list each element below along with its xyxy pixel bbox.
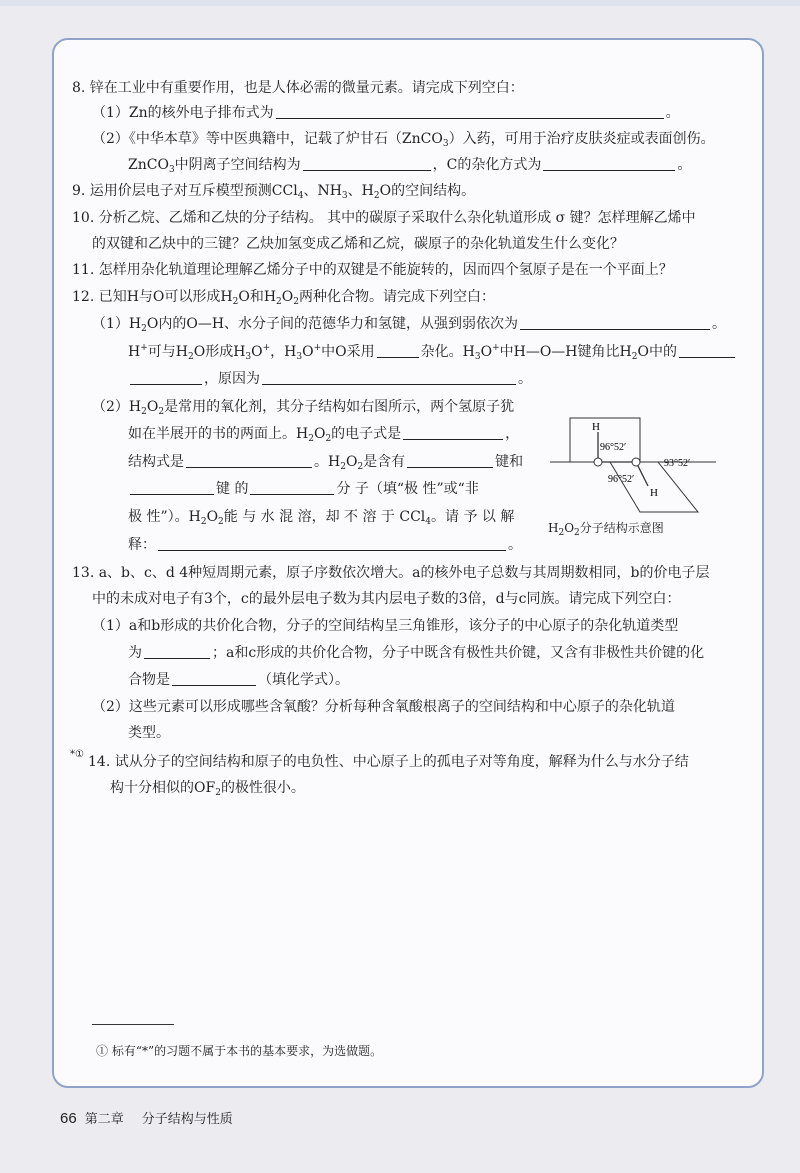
q10-line1: 10. 分析乙烷、乙烯和乙炔的分子结构。 其中的碳原子采取什么杂化轨道形成 σ 键？怎样理解乙烯中 [72,210,696,226]
q12-blank9[interactable] [130,480,214,495]
footnote: ① 标有“*”的习题不属于本书的基本要求，为选做题。 [96,1044,383,1058]
q13-line1: 13. a、b、c、d 4种短周期元素，原子序数依次增大。a的核外电子总数与其周期数相同，b的价电子层 [72,565,710,581]
angle-label-1: 96°52′ [600,442,627,453]
h-top-label: H [592,421,600,433]
q13-part1: （1）a和b形成的共价化合物，分子的空间结构呈三角锥形，该分子的中心原子的杂化轨道类型 [92,618,679,634]
q12-blank3[interactable] [679,343,735,358]
book-plane-right [550,462,716,512]
q13-part2-line2: 类型。 [128,725,170,741]
q12-part2-line3: 结构式是 。$H_2O_2$是含有 键和 [128,454,524,472]
chapter-title: 分子结构与性质 [141,1111,233,1126]
q8-blank2[interactable] [303,156,431,171]
top-strip [0,0,800,6]
h2o2-diagram [548,410,718,520]
q14-line2: 构十分相似的$OF_2$的极性很小。 [110,780,305,798]
angle-label-3: 96°52′ [608,474,635,485]
q13-part1-line2: 为 ；a和c形成的共价化合物，分子中既含有极性共价键，又含有非极性共价键的化 [128,645,705,661]
q12-blank6[interactable] [403,425,503,440]
q12-blank7[interactable] [186,453,312,468]
q13-blank2[interactable] [172,671,256,686]
q12-part2-line4: 键 的 分 子（填“极 性”或“非 [128,479,479,499]
q12-part2: $(2)H_2O_2$是常用的氧化剂，其分子结构如右图所示，两个氢原子犹 [92,399,515,417]
q12-blank5[interactable] [262,370,516,385]
q12-stem: 12. 已知H与O可以形成$H_2O$和$H_2O_2$两种化合物。请完成下列空白： [72,289,495,307]
h-bottom-label: H [650,487,658,499]
q12-part1-line3: ，原因为 。 [128,369,532,389]
q14-line1: 14. 试从分子的空间结构和原子的电负性、中心原子上的孤电子对等角度，解释为什么与水分子结 [88,754,689,770]
q12-blank10[interactable] [250,480,334,495]
q12-blank1[interactable] [520,315,710,330]
q12-part1: $(1)H_2O$内的O—H、水分子间的范德华力和氢键，从强到弱依次为 。 [92,316,727,334]
q12-part2-line2: 如在半展开的书的两面上。$H_2O_2$的电子式是 ， [128,426,520,444]
q8-part2: （2）《中华本草》等中医典籍中，记载了炉甘石（ZnCO$_3$）入药，可用于治疗皮肤炎症或表面创伤。 [92,131,715,149]
q12-blank11[interactable] [158,536,506,551]
q13-part1-line3: 合物是 （填化学式）。 [128,672,349,688]
book-plane-left [570,418,640,462]
q10-line2: 的双键和乙炔中的三键？乙炔加氢变成乙烯和乙烷，碳原子的杂化轨道发生什么变化？ [92,236,624,252]
q14-optional-mark: *① [70,749,84,760]
q12-blank4[interactable] [130,370,202,385]
footnote-rule [92,1024,174,1025]
oxygen-atom-2 [632,458,640,466]
figure-caption: $H_2O_2$分子结构示意图 [548,521,664,538]
q13-part2: （2）这些元素可以形成哪些含氧酸？分析每种含氧酸根离子的空间结构和中心原子的杂化轨道 [92,699,675,715]
q13-blank1[interactable] [144,644,210,659]
oxygen-atom-1 [594,458,602,466]
q8-blank1[interactable] [276,104,664,119]
page-number: 66 [60,1110,77,1127]
q8-part1: （1）Zn的核外电子排布式为 。 [92,105,680,121]
q13-line2: 中的未成对电子有3个，c的最外层电子数为其内层电子数的3倍，d与c同族。请完成下列空白： [92,591,681,607]
q8-part2-line2: ZnCO$_3$中阴离子空间结构为 ，C的杂化方式为 。 [128,157,692,175]
h2o2-structure-figure [548,410,718,530]
q8-stem: 8. 锌在工业中有重要作用，也是人体必需的微量元素。请完成下列空白： [72,80,524,96]
q12-part1-line2: H+可与$H_2O$形成$H_3O^+$，$H_3O^+$中O采用 杂化。$H_3O^+$中H—O—H键角比$H_2O$中的 [128,342,737,362]
q12-part2-line6: 释： 。 [128,537,522,553]
chapter-label: 第二章 [84,1111,124,1126]
q9: 9. 运用价层电子对互斥模型预测CCl$_4$、$NH_3$、$H_2O$的空间结构。 [72,183,476,201]
angle-label-2: 93°52′ [664,458,691,469]
q12-blank2[interactable] [377,343,419,358]
page-footer [60,1108,233,1127]
q12-blank8[interactable] [407,453,493,468]
q11: 11. 怎样用杂化轨道理论理解乙烯分子中的双键是不能旋转的，因而四个氢原子是在一个平面上？ [72,262,673,278]
q8-blank3[interactable] [543,156,675,171]
q12-part2-line5: 极 性”）。$H_2O_2$能 与 水 混 溶，却 不 溶 于 CCl$_4$。请 予 以 解 [128,509,515,527]
